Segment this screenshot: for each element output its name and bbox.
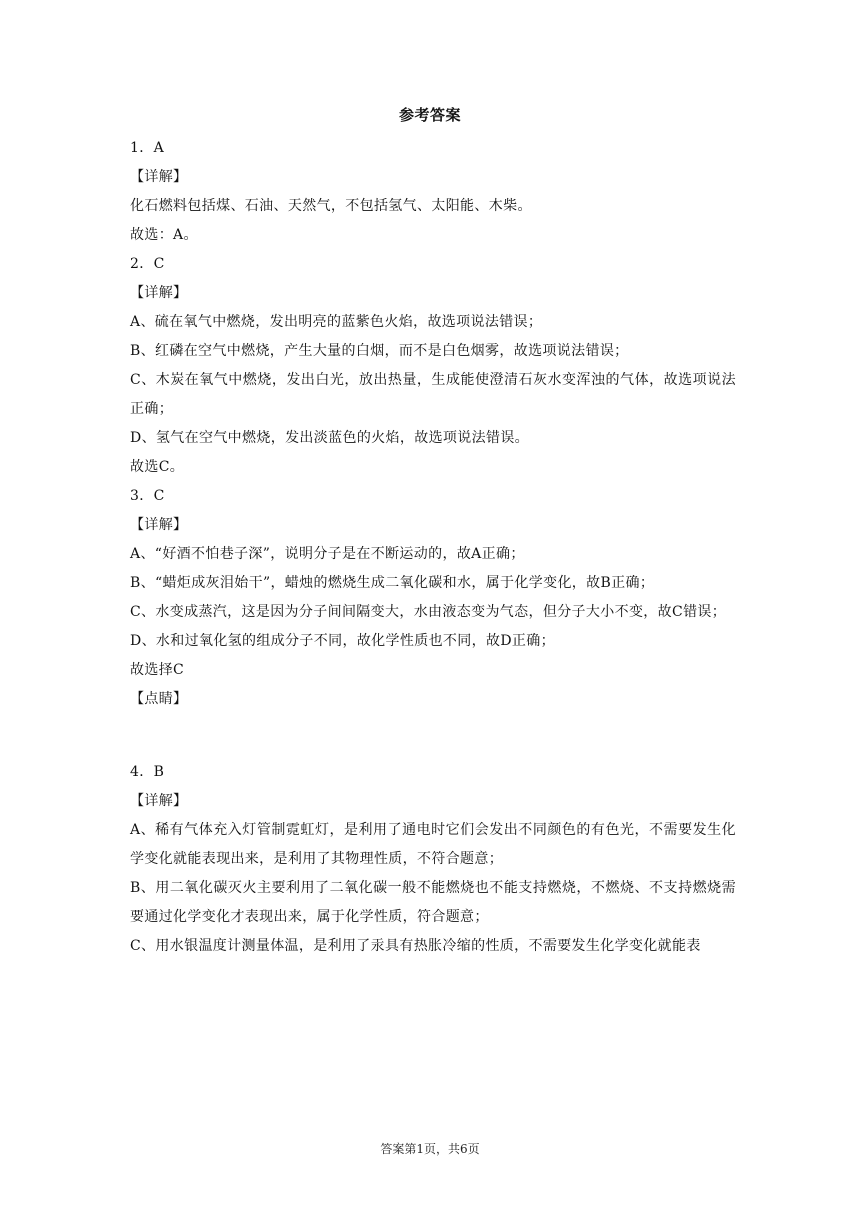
answer-4-detail-label: 【详解】 [130, 793, 188, 809]
answer-1-line: 故选：A。 [130, 227, 198, 243]
answer-2-line: 故选C。 [130, 459, 185, 475]
answer-content [130, 134, 736, 961]
answer-3-line: D、水和过氧化氢的组成分子不同，故化学性质也不同，故D正确； [130, 633, 555, 649]
answer-4-line: B、用二氧化碳灭火主要利用了二氧化碳一般不能燃烧也不能支持燃烧，不燃烧、不支持燃烧需要通过化学变化才表现出来，属于化学性质，符合题意； [130, 880, 736, 925]
answer-2-line: A、硫在氧气中燃烧，发出明亮的蓝紫色火焰，故选项说法错误； [130, 314, 543, 330]
answer-1-line: 化石燃料包括煤、石油、天然气，不包括氢气、太阳能、木柴。 [130, 198, 532, 214]
answer-3-line: B、“蜡炬成灰泪始干”，蜡烛的燃烧生成二氧化碳和水，属于化学变化，故B正确； [130, 575, 655, 591]
document-title: 参考答案 [398, 106, 461, 124]
answer-2-line: B、红磷在空气中燃烧，产生大量的白烟，而不是白色烟雾，故选项说法错误； [130, 343, 629, 359]
answer-2-line: C、木炭在氧气中燃烧，发出白光，放出热量，生成能使澄清石灰水变浑浊的气体，故选项说法正确； [130, 372, 736, 417]
answer-3-notes-label: 【点睛】 [130, 691, 188, 707]
blank-gap [130, 714, 736, 758]
answer-3-line: C、水变成蒸汽，这是因为分子间间隔变大，水由液态变为气态，但分子大小不变，故C错误； [130, 604, 727, 620]
answer-4-line: C、用水银温度计测量体温，是利用了汞具有热胀冷缩的性质，不需要发生化学变化就能表 [130, 938, 701, 954]
answer-2-line: D、氢气在空气中燃烧，发出淡蓝色的火焰，故选项说法错误。 [130, 430, 530, 446]
answer-3-line: 故选择C [130, 662, 185, 678]
answer-4-line: A、稀有气体充入灯管制霓虹灯，是利用了通电时它们会发出不同颜色的有色光，不需要发生化学变化就能表现出来，是利用了其物理性质，不符合题意； [130, 822, 736, 867]
answer-number-2: 2．C [130, 256, 165, 272]
answer-2-detail-label: 【详解】 [130, 285, 188, 301]
answer-number-3: 3．C [130, 488, 165, 504]
answer-3-line: A、“好酒不怕巷子深”，说明分子是在不断运动的，故A正确； [130, 546, 525, 562]
page-footer: 答案第1页，共6页 [380, 1142, 480, 1156]
answer-number-1: 1．A [130, 140, 165, 156]
answer-3-detail-label: 【详解】 [130, 517, 188, 533]
answer-number-4: 4．B [130, 764, 165, 780]
answer-1-detail-label: 【详解】 [130, 169, 188, 185]
